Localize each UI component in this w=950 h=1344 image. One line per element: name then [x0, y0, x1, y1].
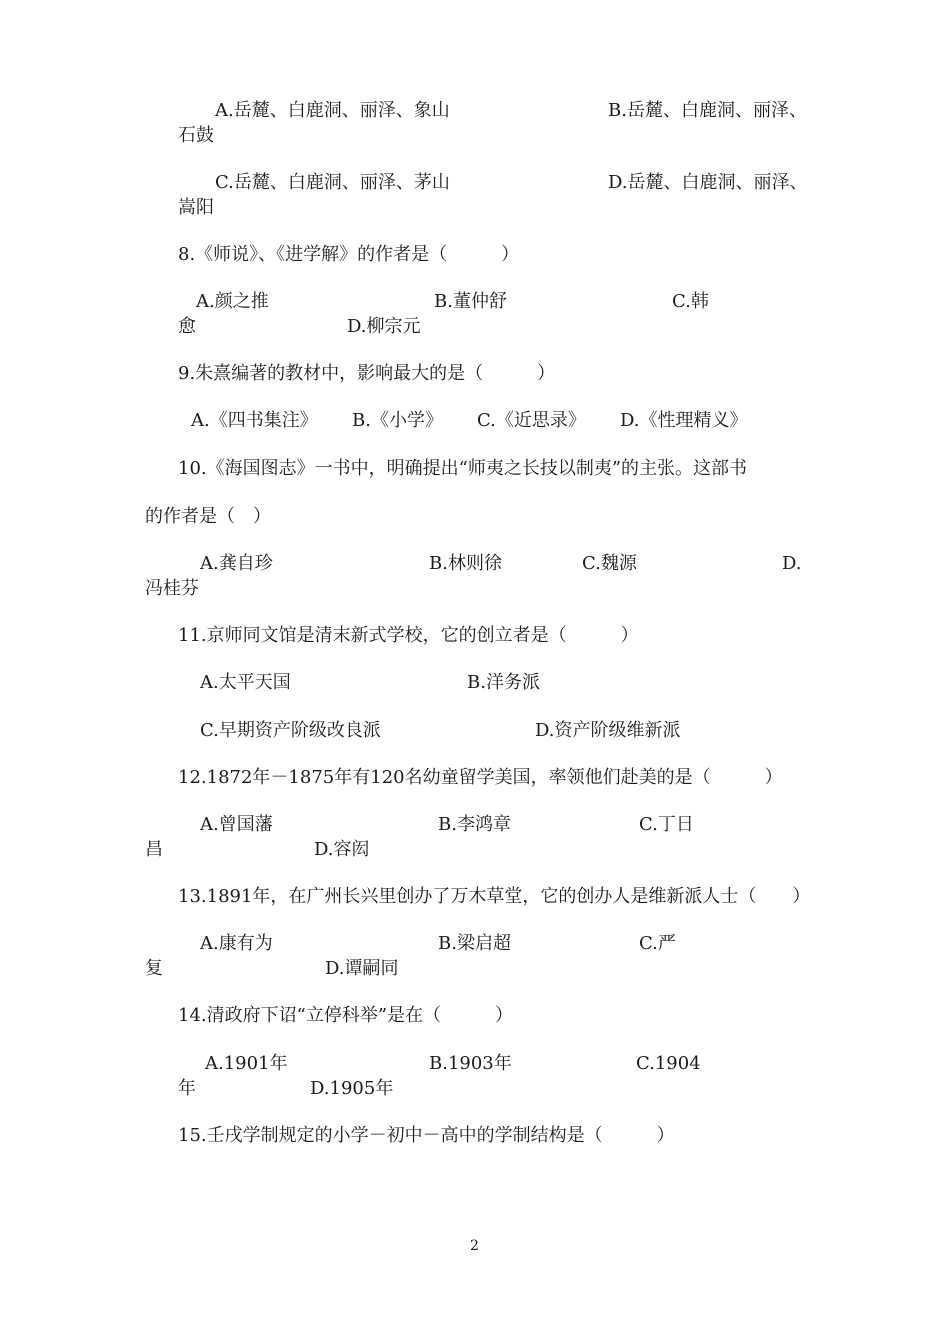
q13-option-b: B.梁启超 [438, 933, 511, 954]
q12-option-d: D.容闳 [314, 839, 370, 860]
q10-option-b: B.林则徐 [429, 553, 502, 574]
q14-option-c-wrap: 年 [178, 1078, 196, 1099]
q12-option-a: A.曾国藩 [200, 814, 273, 835]
q12-option-c-wrap: 昌 [145, 839, 163, 860]
q7-option-b: B.岳麓、白鹿洞、丽泽、 [608, 100, 807, 121]
q14-option-b: B.1903年 [429, 1053, 512, 1074]
q14-stem: 14.清政府下诏“立停科举”是在（ ） [178, 1005, 514, 1026]
q14-option-a: A.1901年 [205, 1053, 288, 1074]
q11-stem: 11.京师同文馆是清末新式学校，它的创立者是（ ） [178, 625, 639, 646]
q9-option-d: D.《性理精义》 [620, 410, 748, 431]
q8-option-b: B.董仲舒 [434, 291, 507, 312]
q7-option-c: C.岳麓、白鹿洞、丽泽、茅山 [215, 172, 450, 193]
q8-option-d: D.柳宗元 [347, 316, 421, 337]
q11-option-c: C.早期资产阶级改良派 [200, 720, 381, 741]
q13-stem: 13.1891年，在广州长兴里创办了万木草堂，它的创办人是维新派人士（ ） [178, 886, 811, 907]
q8-option-c: C.韩 [672, 291, 709, 312]
q9-option-a: A.《四书集注》 [191, 410, 318, 431]
q10-option-d-wrap: 冯桂芬 [145, 578, 199, 599]
q8-option-a: A.颜之推 [196, 291, 269, 312]
q7-option-d: D.岳麓、白鹿洞、丽泽、 [608, 172, 808, 193]
q13-option-a: A.康有为 [200, 933, 273, 954]
q12-option-b: B.李鸿章 [438, 814, 511, 835]
q14-option-c: C.1904 [636, 1053, 701, 1074]
q10-option-d: D. [782, 553, 802, 574]
q12-stem: 12.1872年－1875年有120名幼童留学美国，率领他们赴美的是（ ） [178, 767, 783, 788]
q10-stem: 10.《海国图志》一书中，明确提出“师夷之长技以制夷”的主张。这部书 [178, 458, 748, 479]
q9-option-c: C.《近思录》 [477, 410, 586, 431]
q10-option-a: A.龚自珍 [200, 553, 273, 574]
q10-stem-wrap: 的作者是（ ） [145, 506, 271, 527]
q7-option-b-wrap: 石鼓 [178, 125, 214, 146]
q7-option-d-wrap: 嵩阳 [178, 197, 214, 218]
q8-option-c-wrap: 愈 [178, 316, 196, 337]
q11-option-a: A.太平天国 [200, 672, 291, 693]
q13-option-c: C.严 [639, 933, 676, 954]
q15-stem: 15.壬戌学制规定的小学－初中－高中的学制结构是（ ） [178, 1125, 675, 1146]
q8-stem: 8.《师说》、《进学解》的作者是（ ） [178, 244, 520, 265]
q11-option-d: D.资产阶级维新派 [535, 720, 681, 741]
q13-option-d: D.谭嗣同 [325, 958, 399, 979]
q11-option-b: B.洋务派 [467, 672, 540, 693]
q10-option-c: C.魏源 [582, 553, 637, 574]
q9-option-b: B.《小学》 [352, 410, 443, 431]
q9-stem: 9.朱熹编著的教材中，影响最大的是（ ） [178, 363, 556, 384]
q14-option-d: D.1905年 [310, 1078, 394, 1099]
q12-option-c: C.丁日 [639, 814, 694, 835]
q7-option-a: A.岳麓、白鹿洞、丽泽、象山 [215, 100, 450, 121]
q13-option-c-wrap: 复 [145, 958, 163, 979]
page-number: 2 [470, 1238, 479, 1254]
